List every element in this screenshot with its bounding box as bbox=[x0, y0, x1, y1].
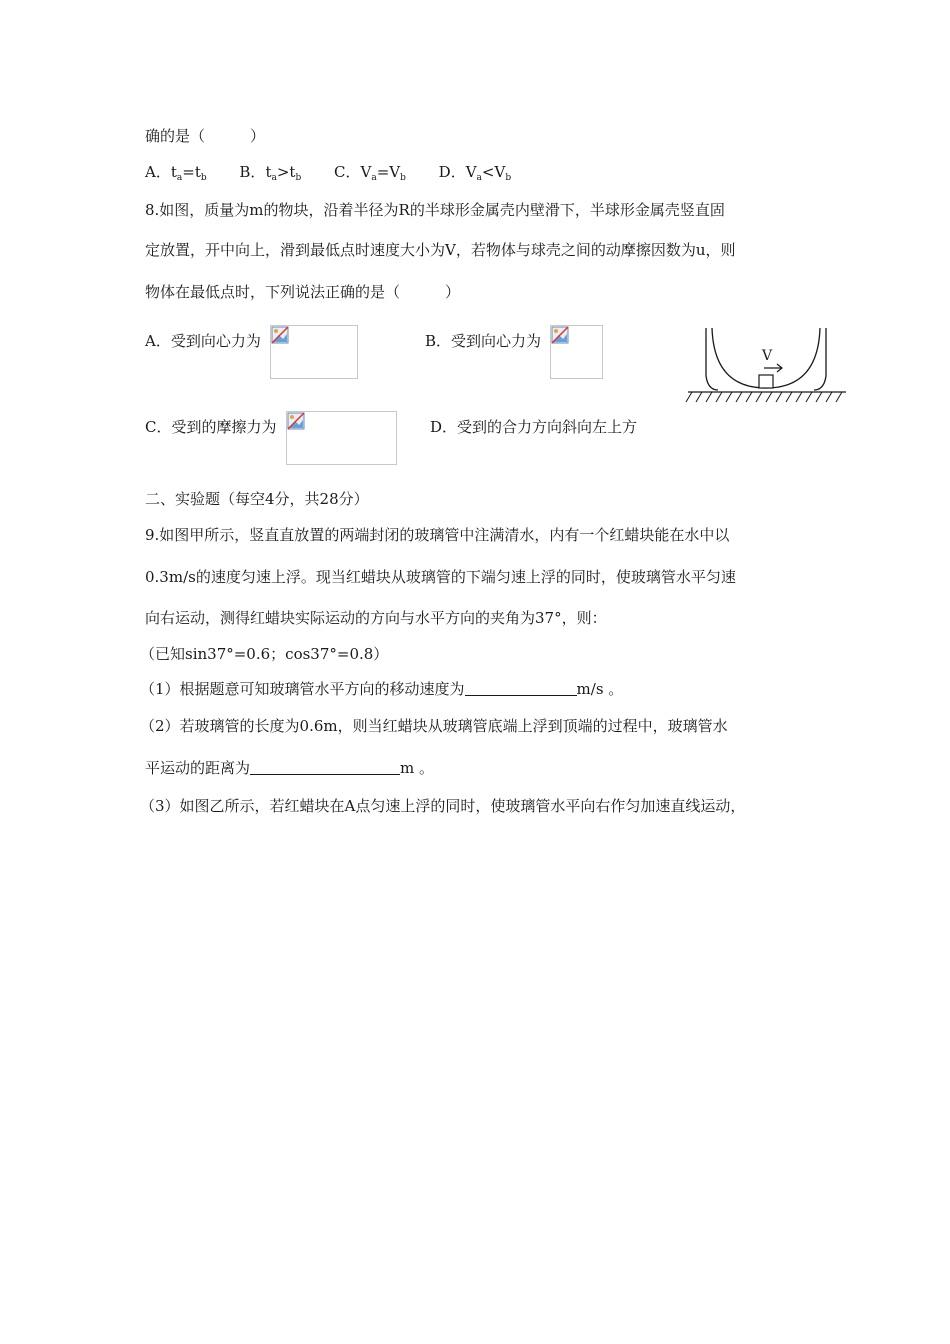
q9-stem-line-3: 向右运动，测得红蜡块实际运动的方向与水平方向的夹角为37°，则： bbox=[145, 609, 607, 627]
q7-option-c[interactable]: C．$V_a=V_b$ bbox=[334, 163, 406, 183]
q8-stem-line-2: 定放置，开中向上，滑到最低点时速度大小为V，若物体与球壳之间的动摩擦因数为u，则 bbox=[145, 241, 736, 259]
q7-option-b[interactable]: B．$t_a>t_b$ bbox=[239, 163, 302, 183]
q8-stem-line-1: 8.如图，质量为m的物块，沿着半径为R的半球形金属壳内壁滑下，半球形金属壳竖直固 bbox=[145, 201, 725, 219]
q9-stem-line-1: 9.如图甲所示，竖直直放置的两端封闭的玻璃管中注满清水，内有一个红蜡块能在水中以 bbox=[145, 526, 730, 544]
q9-part-1: （1）根据题意可知玻璃管水平方向的移动速度为 m/s 。 bbox=[140, 680, 624, 698]
q7-options bbox=[145, 162, 511, 188]
q7-option-d[interactable]: D．$V_a<V_b$ bbox=[438, 163, 512, 183]
q8-option-d-label[interactable]: D．受到的合力方向斜向左上方 bbox=[430, 418, 638, 436]
ground-hatching bbox=[686, 392, 842, 402]
velocity-label: V bbox=[762, 348, 773, 364]
q9-part-2-line-1: （2）若玻璃管的长度为0.6m，则当红蜡块从玻璃管底端上浮到顶端的过程中，玻璃管水 bbox=[140, 717, 728, 735]
block-mass bbox=[759, 375, 773, 388]
q9-part-1-answer-blank[interactable] bbox=[465, 679, 577, 696]
q9-part-2-line-2: 平运动的距离为 m 。 bbox=[145, 759, 435, 777]
hemisphere-shell-figure bbox=[684, 326, 850, 408]
q9-part-2-answer-blank[interactable] bbox=[250, 758, 400, 775]
q8-option-a-label[interactable]: A．受到向心力为 bbox=[145, 332, 261, 350]
q7-option-a[interactable]: A．$t_a=t_b$ bbox=[145, 163, 207, 183]
broken-image-icon bbox=[551, 326, 569, 344]
broken-image-icon bbox=[287, 412, 305, 430]
q8-stem-line-3: 物体在最低点时，下列说法正确的是（ ） bbox=[145, 283, 461, 301]
q8-option-a-formula-image bbox=[270, 325, 358, 379]
q9-given-values: （已知sin37°=0.6；cos37°=0.8） bbox=[140, 645, 389, 663]
q8-option-b-formula-image bbox=[550, 325, 603, 379]
q8-option-c-formula-image bbox=[286, 411, 397, 465]
q9-part-3: （3）如图乙所示，若红蜡块在A点匀速上浮的同时，使玻璃管水平向右作匀加速直线运动， bbox=[140, 797, 746, 815]
q9-stem-line-2: 0.3m/s的速度匀速上浮。现当红蜡块从玻璃管的下端匀速上浮的同时，使玻璃管水平匀速 bbox=[145, 568, 736, 586]
q8-option-b-label[interactable]: B．受到向心力为 bbox=[425, 332, 542, 350]
q7-stem-tail: 确的是（ ） bbox=[145, 127, 266, 145]
section-2-title: 二、实验题（每空4分，共28分） bbox=[145, 490, 369, 508]
q8-option-c-label[interactable]: C．受到的摩擦力为 bbox=[145, 418, 277, 436]
broken-image-icon bbox=[271, 326, 289, 344]
